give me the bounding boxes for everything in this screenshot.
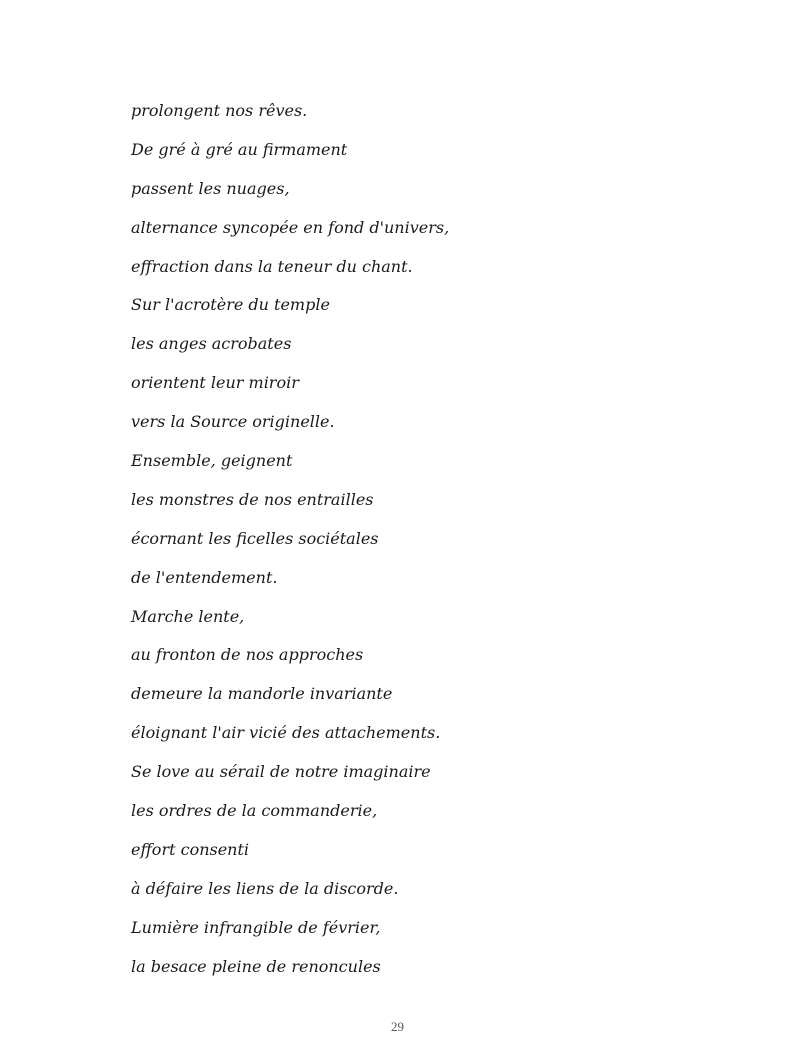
poem-line: éloignant l'air vicié des attachements. bbox=[131, 723, 441, 743]
poem-line: Marche lente, bbox=[131, 606, 245, 626]
poem-line: Sur l'acrotère du temple bbox=[131, 295, 330, 315]
poem-line: effort consenti bbox=[131, 839, 250, 859]
poem-line: au fronton de nos approches bbox=[131, 645, 364, 665]
poem-line: de l'entendement. bbox=[131, 567, 278, 587]
poem-text bbox=[131, 98, 449, 992]
poem-line: les monstres de nos entrailles bbox=[131, 489, 374, 509]
poem-line: la besace pleine de renoncules bbox=[131, 956, 381, 976]
poem-line: De gré à gré au firmament bbox=[131, 139, 348, 159]
poem-line: prolongent nos rêves. bbox=[131, 101, 308, 120]
poem-line: Se love au sérail de notre imaginaire bbox=[131, 762, 431, 782]
poem-line: orientent leur miroir bbox=[131, 373, 299, 393]
poem-line: les ordres de la commanderie, bbox=[131, 801, 378, 821]
poem-line: écornant les ficelles sociétales bbox=[131, 528, 379, 548]
poem-line: alternance syncopée en fond d'univers, bbox=[131, 217, 450, 237]
poem-line: vers la Source originelle. bbox=[131, 412, 335, 432]
poem-line: demeure la mandorle invariante bbox=[131, 684, 393, 704]
poem-line: Ensemble, geignent bbox=[131, 451, 293, 471]
poem-line: à défaire les liens de la discorde. bbox=[131, 878, 399, 898]
poem-line: passent les nuages, bbox=[131, 178, 290, 198]
page-number: 29 bbox=[391, 1019, 404, 1034]
poem-line: les anges acrobates bbox=[131, 334, 292, 354]
poem-line: effraction dans la teneur du chant. bbox=[131, 256, 413, 276]
poem-line: Lumière infrangible de février, bbox=[131, 917, 381, 937]
